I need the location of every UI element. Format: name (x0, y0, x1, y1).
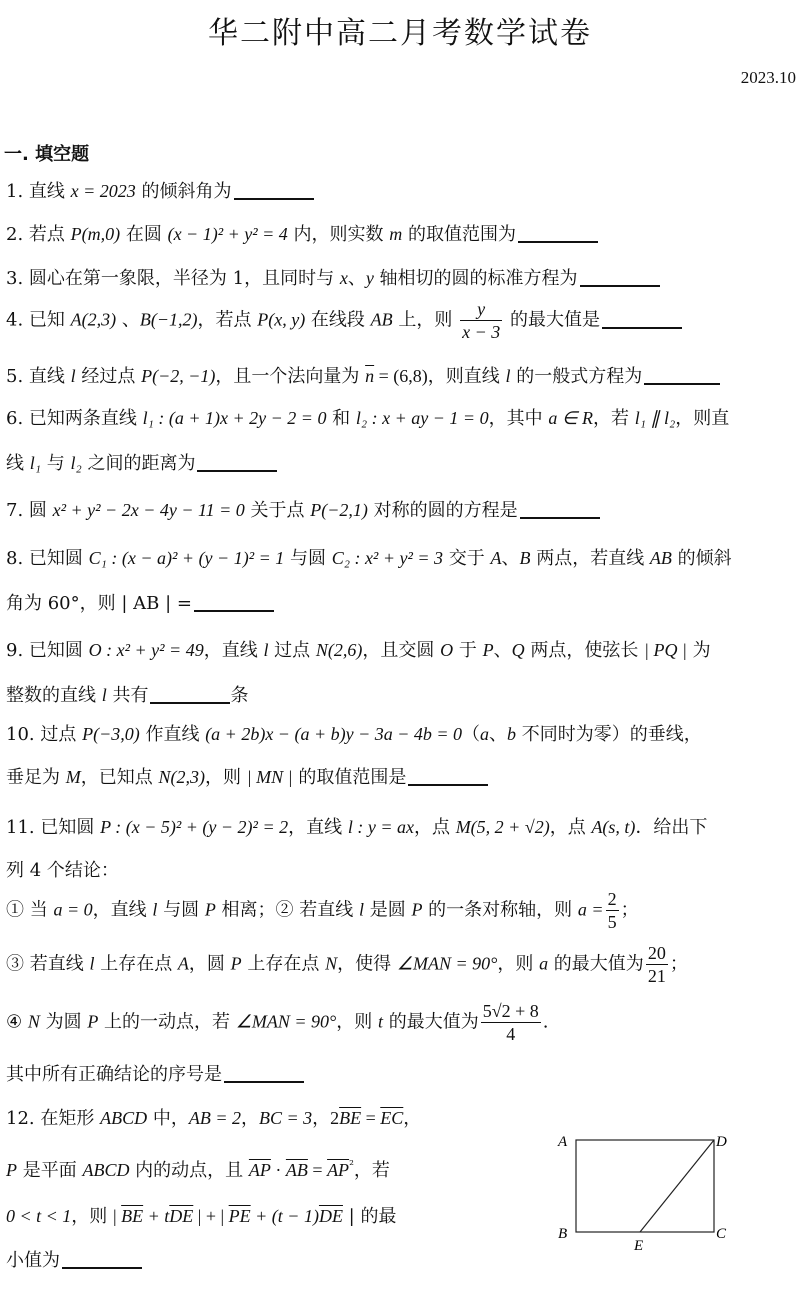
label-c: C (716, 1226, 727, 1242)
fraction: $\frac{2}{5}$ (607, 889, 617, 932)
conclusion-4: ④ N 为圆 P 上的一动点，若 ∠MAN = 90°，则 t 的最大值为 $\frac{5√2 + 8}{4}$ . (6, 1001, 549, 1044)
conclusion-1-2: ① 当 a = 0，直线 l 与圆 P 相离；② 若直线 l 是圆 P 的一条对称轴，则 a = $\frac{2}{5}$ ； (6, 889, 639, 932)
fraction: $\frac{20}{21}$ (647, 943, 666, 986)
answer-blank[interactable] (62, 1249, 142, 1269)
question-4: 4. 已知 A(2,3) 、B(−1,2)，若点 P(x, y) 在线段 AB 上，则 $\frac{y}{x - 3}$ 的最大值是 (6, 298, 682, 343)
question-9: 9. 已知圆 O : x² + y² = 49，直线 l 过点 N(2,6)，且交圆 O 于 P、Q 两点，使弦长 | PQ | 为 (6, 640, 711, 661)
question-12: 12. 在矩形 ABCD 中，AB = 2，BC = 3，$2\overline{BE} = \overline{EC}$， (6, 1108, 422, 1129)
question-10: 10. 过点 P(−3,0) 作直线 (a + 2b)x − (a + b)y − 3a − 4b = 0（a、b 不同时为零）的垂线， (6, 724, 702, 745)
answer-blank[interactable] (150, 684, 230, 704)
question-11: 11. 已知圆 P : (x − 5)² + (y − 2)² = 2，直线 l : y = ax，点 M(5, 2 + √2)，点 A(s, t)．给出下 (6, 817, 708, 838)
question-7: 7. 圆 x² + y² − 2x − 4y − 11 = 0 关于点 P(−2,1) 对称的圆的方程是 (6, 496, 600, 522)
question-11-cont: 列 4 个结论： (6, 860, 119, 881)
answer-blank[interactable] (408, 766, 488, 786)
question-1: 1. 直线 x = 2023 的倾斜角为 (6, 177, 314, 203)
answer-blank[interactable] (644, 365, 720, 385)
fraction: $\frac{y}{x - 3}$ (462, 299, 501, 342)
page-title: 华二附中高二月考数学试卷 (208, 16, 592, 51)
question-5: 5. 直线 l 经过点 P(−2, −1)，且一个法向量为 $\overline{n} = (6,8)$，则直线 l 的一般式方程为 (6, 362, 720, 388)
exam-date: 2023.10 (740, 68, 796, 87)
answer-blank[interactable] (197, 452, 277, 472)
question-12-line-2: P 是平面 ABCD 内的动点，且 $\overline{AP} \cdot \overline{AB} = \overline{AP}^{^2}$，若 (6, 1158, 390, 1181)
question-8-cont: 角为 60°，则 | AB | = (6, 589, 274, 615)
question-9-cont: 整数的直线 l 共有 条 (6, 685, 249, 706)
answer-blank[interactable] (520, 499, 600, 519)
question-3: 3. 圆心在第一象限，半径为 1，且同时与 x、y 轴相切的圆的标准方程为 (6, 264, 660, 290)
question-6: 6. 已知两条直线 l₁ : (a + 1)x + 2y − 2 = 0 和 l₂ : x + ay − 1 = 0，其中 a ∈ R，若 l₁ ∥ l₂，则直 (6, 408, 730, 429)
fraction: $\frac{5√2 + 8}{4}$ (482, 1001, 539, 1044)
answer-blank[interactable] (224, 1063, 304, 1083)
question-12-line-4: 小值为 (6, 1246, 142, 1272)
answer-blank[interactable] (194, 592, 274, 612)
answer-blank[interactable] (602, 309, 682, 329)
section-heading: 一. 填空题 (4, 144, 90, 165)
label-a: A (558, 1134, 568, 1150)
question-2: 2. 若点 P(m,0) 在圆 (x − 1)² + y² = 4 内，则实数 m 的取值范围为 (6, 220, 598, 246)
question-8: 8. 已知圆 C₁ : (x − a)² + (y − 1)² = 1 与圆 C₂ : x² + y² = 3 交于 A、B 两点，若直线 AB 的倾斜 (6, 548, 732, 569)
rectangle-figure (548, 1126, 748, 1250)
label-e: E (634, 1238, 644, 1250)
answer-blank[interactable] (580, 267, 660, 287)
question-11-end: 其中所有正确结论的序号是 (6, 1060, 304, 1086)
question-6-cont: 线 l₁ 与 l₂ 之间的距离为 (6, 449, 277, 475)
answer-blank[interactable] (234, 180, 314, 200)
rectangle-abcd (576, 1140, 714, 1232)
question-12-line-3: 0 < t < 1，则 | $\overline{BE} + t\overline{DE}$ | + | $\overline{PE} + (t - 1)\overline{DE}$ | 的最 (6, 1206, 397, 1227)
segment-de (640, 1140, 714, 1232)
answer-blank[interactable] (518, 223, 598, 243)
conclusion-3: ③ 若直线 l 上存在点 A，圆 P 上存在点 N，使得 ∠MAN = 90°，则 a 的最大值为 $\frac{20}{21}$ ； (6, 943, 688, 986)
question-10-cont: 垂足为 M，已知点 N(2,3)，则 | MN | 的取值范围是 (6, 763, 488, 789)
label-d: D (716, 1134, 727, 1150)
label-b: B (558, 1226, 568, 1242)
